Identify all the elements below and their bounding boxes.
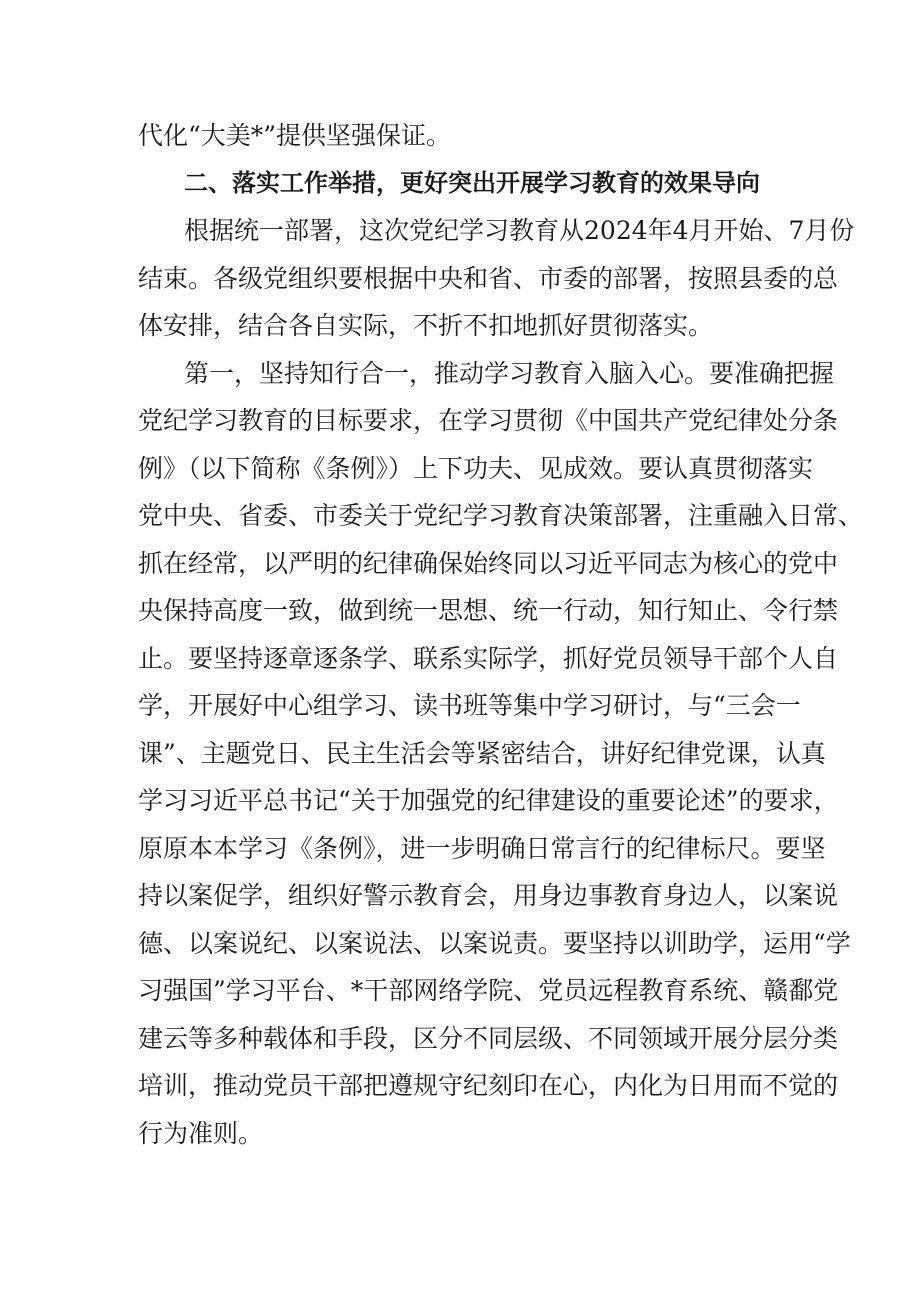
- document-body: [138, 112, 864, 1157]
- paragraph-line: 德、以案说纪、以案说法、以案说责。要坚持以训助学，运用“学: [138, 928, 851, 958]
- paragraph-line: 培训，推动党员干部把遵规守纪刻印在心，内化为日用而不觉的: [138, 1071, 839, 1100]
- paragraph-line: 原原本本学习《条例》，进一步明确日常言行的纪律标尺。要坚: [138, 833, 826, 863]
- paragraph-line: 止。要坚持逐章逐条学、联系实际学，抓好党员领导干部个人自: [138, 643, 839, 673]
- paragraph-line: 根据统一部署，这次党纪学习教育从2024年4月开始、7月份: [184, 216, 855, 245]
- paragraph-line: 体安排，结合各自实际，不折不扣地抓好贯彻落实。: [138, 311, 714, 340]
- paragraph-line: 党纪学习教育的目标要求，在学习贯彻《中国共产党纪律处分条: [138, 406, 839, 435]
- paragraph-line: 党中央、省委、市委关于党纪学习教育决策部署，注重融入日常、: [138, 501, 864, 530]
- paragraph-line: 学，开展好中心组学习、读书班等集中学习研讨，与“三会一: [138, 691, 801, 720]
- paragraph-line: 持以案促学，组织好警示教育会，用身边事教育身边人，以案说: [138, 881, 839, 910]
- paragraph-line: 例》（以下简称《条例》）上下功夫、见成效。要认真贯彻落实: [138, 453, 814, 483]
- paragraph-line: 学习习近平总书记“关于加强党的纪律建设的重要论述”的要求，: [138, 786, 839, 815]
- paragraph-line: 行为准则。: [138, 1118, 264, 1148]
- paragraph-line: 抓在经常，以严明的纪律确保始终同以习近平同志为核心的党中: [138, 548, 839, 578]
- paragraph-line: 代化“大美*”提供坚强保证。: [138, 121, 452, 150]
- paragraph-line: 课”、主题党日、民主生活会等紧密结合，讲好纪律党课，认真: [138, 738, 826, 768]
- paragraph-line: 结束。各级党组织要根据中央和省、市委的部署，按照县委的总: [138, 263, 839, 293]
- paragraph-line: 建云等多种载体和手段，区分不同层级、不同领域开展分层分类: [138, 1023, 839, 1053]
- paragraph-line: 央保持高度一致，做到统一思想、统一行动，知行知止、令行禁: [138, 596, 839, 625]
- paragraph-line: 习强国”学习平台、*干部网络学院、党员远程教育系统、赣鄱党: [138, 976, 839, 1005]
- paragraph-line: 第一，坚持知行合一，推动学习教育入脑入心。要准确把握: [184, 358, 835, 388]
- section-heading: 二、落实工作举措，更好突出开展学习教育的效果导向: [184, 168, 760, 197]
